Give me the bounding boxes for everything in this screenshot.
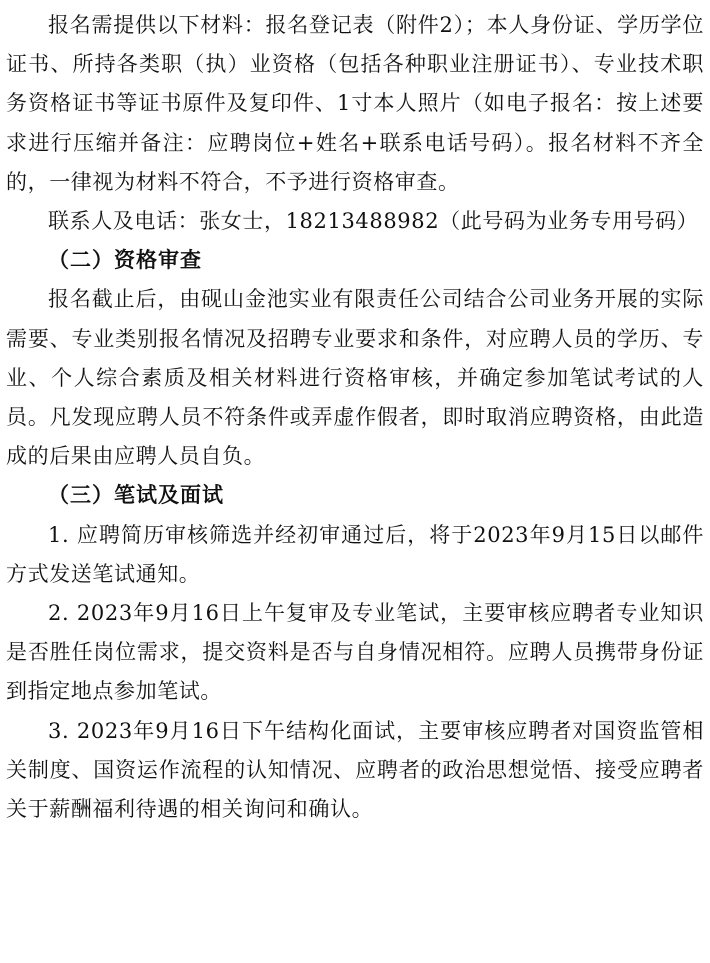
qualification-heading: （二）资格审查 [48,248,202,273]
contact-paragraph: 联系人及电话：张女士，18213488982（此号码为业务专用号码） [48,209,699,234]
exam-item-1: 1. 应聘简历审核筛选并经初审通过后，将于2023年9月15日以邮件方式发送笔试通知。 [6,522,704,586]
exam-heading: （三）笔试及面试 [48,483,224,508]
materials-paragraph: 报名需提供以下材料：报名登记表（附件2）；本人身份证、学历学位证书、所持各类职（执）业资格（包括各种职业注册证书）、专业技术职务资格证书等证书原件及复印件、1寸本人照片（如电子报名：按上述要求进行压缩并备注：应聘岗位+姓名+联系电话号码）。报名材料不齐全的，一律视为材料不符合，不予进行资格审查。 [6,13,704,194]
qualification-paragraph: 报名截止后，由砚山金池实业有限责任公司结合公司业务开展的实际需要、专业类别报名情况及招聘专业要求和条件，对应聘人员的学历、专业、个人综合素质及相关材料进行资格审核，并确定参加笔试考试的人员。凡发现应聘人员不符条件或弄虚作假者，即时取消应聘资格，由此造成的后果由应聘人员自负。 [6,287,704,469]
exam-item-3: 3. 2023年9月16日下午结构化面试，主要审核应聘者对国资监管相关制度、国资运作流程的认知情况、应聘者的政治思想觉悟、接受应聘者关于薪酬福利待遇的相关询问和确认。 [6,718,704,822]
exam-item-2: 2. 2023年9月16日上午复审及专业笔试，主要审核应聘者专业知识是否胜任岗位需求，提交资料是否与自身情况相符。应聘人员携带身份证到指定地点参加笔试。 [6,601,704,704]
document-page [6,6,704,829]
